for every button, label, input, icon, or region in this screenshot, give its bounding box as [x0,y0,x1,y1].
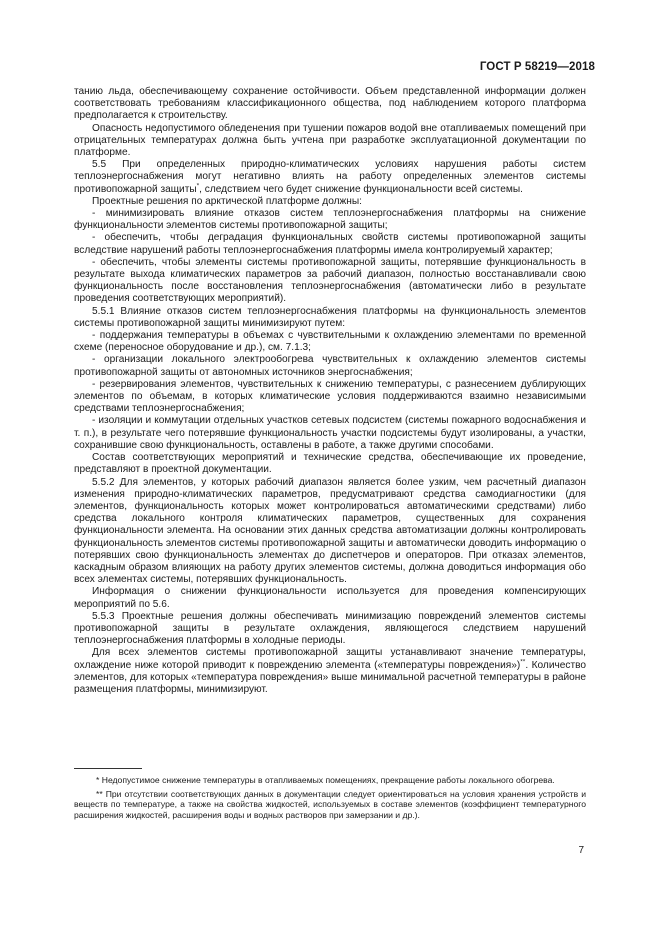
paragraph [74,379,586,416]
paragraph-text: Информация о снижении функциональности используется для проведения компенсирующих мероприятий по 5.6. [74,586,586,610]
paragraph [74,306,586,330]
footnote-mark: * [196,182,200,190]
paragraph [74,159,586,196]
paragraph [74,586,586,610]
page-number: 7 [578,845,584,856]
paragraph-text: - изоляции и коммутации отдельных участков сетевых подсистем (системы пожарного водоснабжения и т. п.), в результате чего потерявшие функциональность участки подсистемы будут изолированы, а участки, сохранившие свою функциональность, оставлены в работе, а также другими способами. [74,415,586,451]
paragraph [74,452,586,476]
paragraph [74,86,586,123]
paragraph [74,330,586,354]
paragraph [74,415,586,452]
paragraph-text: , следствием чего будет снижение функциональности всей системы. [199,183,523,195]
paragraph-text: 5.5.3 Проектные решения должны обеспечивать минимизацию повреждений элементов системы противопожарной защиты в результате охлаждения, являющегося следствием нарушений теплоэнергоснабжения платформы в холодные периоды. [74,610,586,647]
paragraph [74,123,586,160]
paragraph [74,196,586,208]
paragraph-text: 5.5.1 Влияние отказов систем теплоэнергоснабжения платформы на функциональность элементов системы противопожарной защиты минимизируют путем: [74,305,586,329]
paragraph [74,208,586,232]
paragraph-text: - обеспечить, чтобы элементы системы противопожарной защиты, потерявшие функциональность в результате выхода климатических параметров за рабочий диапазон, полностью восстанавливали свою функциональность после восстановления теплоэнергоснабжения (автоматически либо в результате проведения соответствующих мероприятий). [74,256,586,305]
paragraph [74,477,586,587]
paragraph-text: 5.5.2 Для элементов, у которых рабочий диапазон является более узким, чем расчетный диапазон изменения природно-климатических параметров, предусматривают средства самодиагностики (для элементов, функциональность которых может контролироваться автоматическими средствами) либо средства локального контроля климатических параметров, существенных для сохранения функциональности элемента. На основании этих данных средства автоматизации должны контролировать функциональность элементов системы противопожарной защиты и автоматически доводить информацию о потерявших свою функциональность элементах до диспетчеров и операторов. При отказах элементов, каскадным образом влияющих на работу других элементов системы, должна доводиться информация обо всех элементах системы, потерявших функциональность. [74,476,586,586]
paragraph-text: . Количество элементов, для которых «температура повреждения» выше минимальной расчетной температуры в районе размещения платформы, минимизируют. [74,659,586,695]
paragraph [74,232,586,256]
paragraph-text: - организации локального электрообогрева чувствительных к охлаждению элементов системы противопожарной защиты от автономных источников энергоснабжения; [74,354,586,378]
paragraph-text: - поддержания температуры в объемах с чувствительными к охлаждению элементами по временной схеме (переносное оборудование и др.), см. 7.1.3; [74,330,586,354]
paragraph-text: Для всех элементов системы противопожарной защиты устанавливают значение температуры, охлаждение ниже которой приводит к повреждению элемента («температуры повреждения») [74,647,586,671]
paragraph-text: Состав соответствующих мероприятий и технические средства, обеспечивающие их проведение, представляют в проектной документации. [74,452,586,476]
paragraph [74,611,586,648]
footnote-divider [74,768,142,769]
footnote-mark: ** [520,658,526,666]
paragraph [74,354,586,378]
footnote: * Недопустимое снижение температуры в отапливаемых помещениях, прекращение работы локального обогрева. [96,775,555,785]
paragraph-text: Опасность недопустимого обледенения при тушении пожаров водой вне отапливаемых помещений при отрицательных температурах должна быть учтена при разработке эксплуатационной документации по платформе. [74,122,586,159]
main-text [74,86,586,696]
paragraph-text: Проектные решения по арктической платформе должны: [92,195,362,207]
standard-header: ГОСТ Р 58219—2018 [479,61,595,73]
footnote: ** При отсутствии соответствующих данных в документации следует ориентироваться на условия хранения устройств и веществ по температуре, а также на свойства жидкостей, используемых в составе элементов (коэффициент температурного расширения жидкостей, расширения воды и водных растворов при замерзании и др.). [74,788,586,820]
paragraph-text: танию льда, обеспечивающему сохранение остойчивости. Объем представленной информации должен соответствовать требованиям классификационного общества, под наблюдением которого платформа предполагается к строительству. [74,86,586,122]
paragraph-text: - резервирования элементов, чувствительных к снижению температуры, с разнесением дублирующих элементов по объемам, в которых климатические условия поддерживаются взаимно независимыми средствами теплоэнергоснабжения; [74,378,586,415]
paragraph [74,257,586,306]
paragraph [74,647,586,696]
paragraph-text: - минимизировать влияние отказов систем теплоэнергоснабжения платформы на снижение функциональности элементов системы противопожарной защиты; [74,208,586,232]
footnotes [74,775,586,823]
paragraph-text: 5.5 При определенных природно-климатических условиях нарушения работы систем теплоэнергоснабжения могут негативно влиять на работу определенных элементов системы противопожарной защиты [74,159,586,195]
paragraph-text: - обеспечить, чтобы деградация функциональных свойств системы противопожарной защиты вследствие нарушений работы теплоэнергоснабжения платформы имела контролируемый характер; [74,232,586,256]
